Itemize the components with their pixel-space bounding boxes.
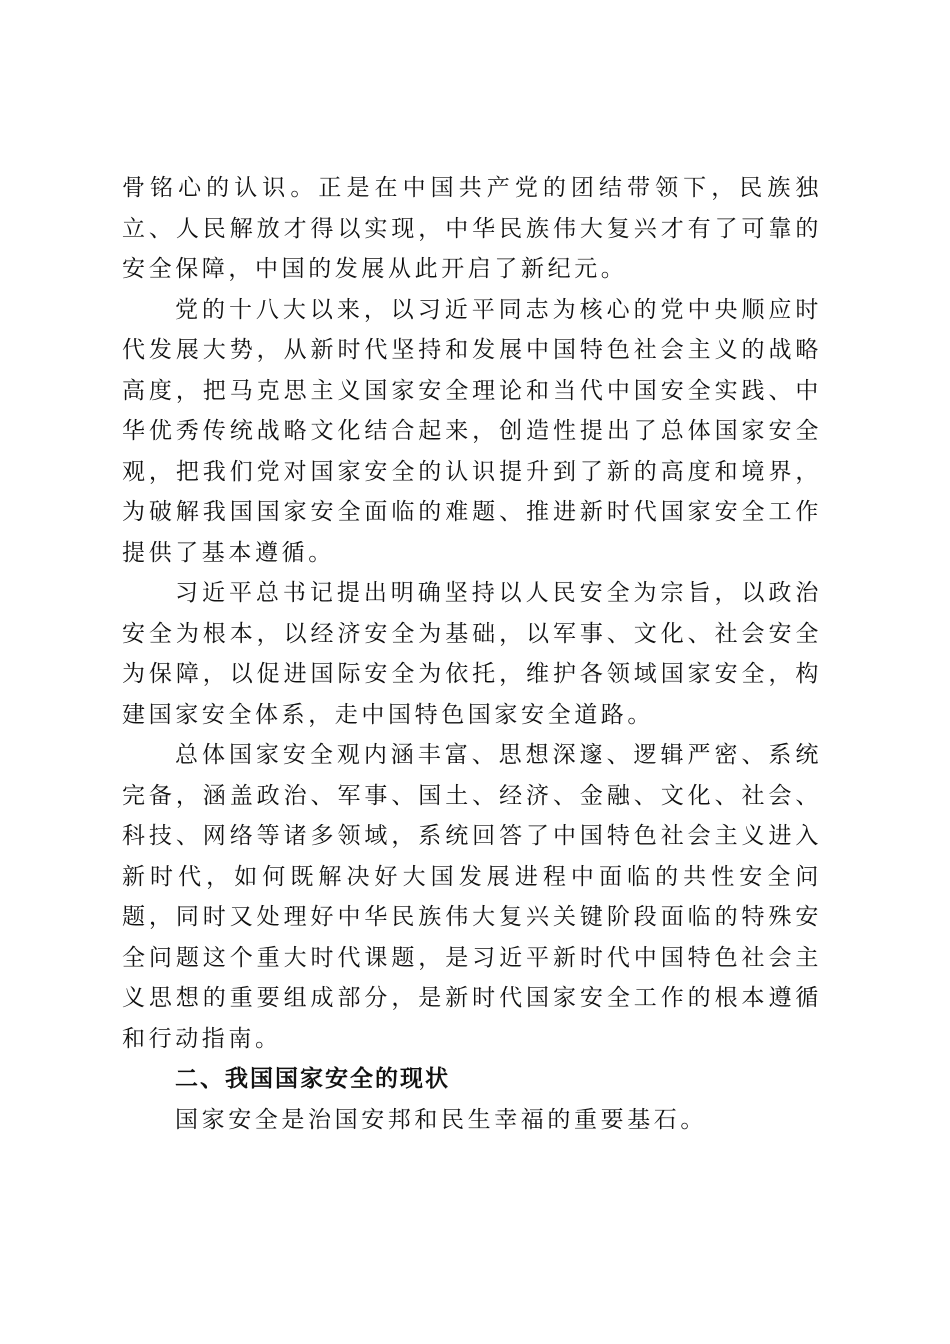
section-heading: 二、我国国家安全的现状 <box>175 1066 450 1092</box>
document-body <box>122 168 822 1140</box>
paragraph-security-principles: 习近平总书记提出明确坚持以人民安全为宗旨，以政治安全为根本，以经济安全为基础，以军事、文化、社会安全为保障，以促进国际安全为依托，维护各领域国家安全，构建国家安全体系，走中国特色国家安全道路。 <box>122 580 822 728</box>
paragraph-holistic-security-concept: 总体国家安全观内涵丰富、思想深邃、逻辑严密、系统完备，涵盖政治、军事、国土、经济、金融、文化、社会、科技、网络等诸多领域，系统回答了中国特色社会主义进入新时代，如何既解决好大国发展进程中面临的共性安全问题，同时又处理好中华民族伟大复兴关键阶段面临的特殊安全问题这个重大时代课题，是习近平新时代中国特色社会主义思想的重要组成部分，是新时代国家安全工作的根本遵循和行动指南。 <box>122 742 822 1052</box>
paragraph-continuation: 骨铭心的认识。正是在中国共产党的团结带领下，民族独立、人民解放才得以实现，中华民族伟大复兴才有了可靠的安全保障，中国的发展从此开启了新纪元。 <box>122 175 822 282</box>
paragraph-xi-leadership: 党的十八大以来，以习近平同志为核心的党中央顺应时代发展大势，从新时代坚持和发展中国特色社会主义的战略高度，把马克思主义国家安全理论和当代中国安全实践、中华优秀传统战略文化结合起来，创造性提出了总体国家安全观，把我们党对国家安全的认识提升到了新的高度和境界，为破解我国国家安全面临的难题、推进新时代国家安全工作提供了基本遵循。 <box>122 296 822 566</box>
paragraph-closing: 国家安全是治国安邦和民生幸福的重要基石。 <box>175 1106 707 1133</box>
